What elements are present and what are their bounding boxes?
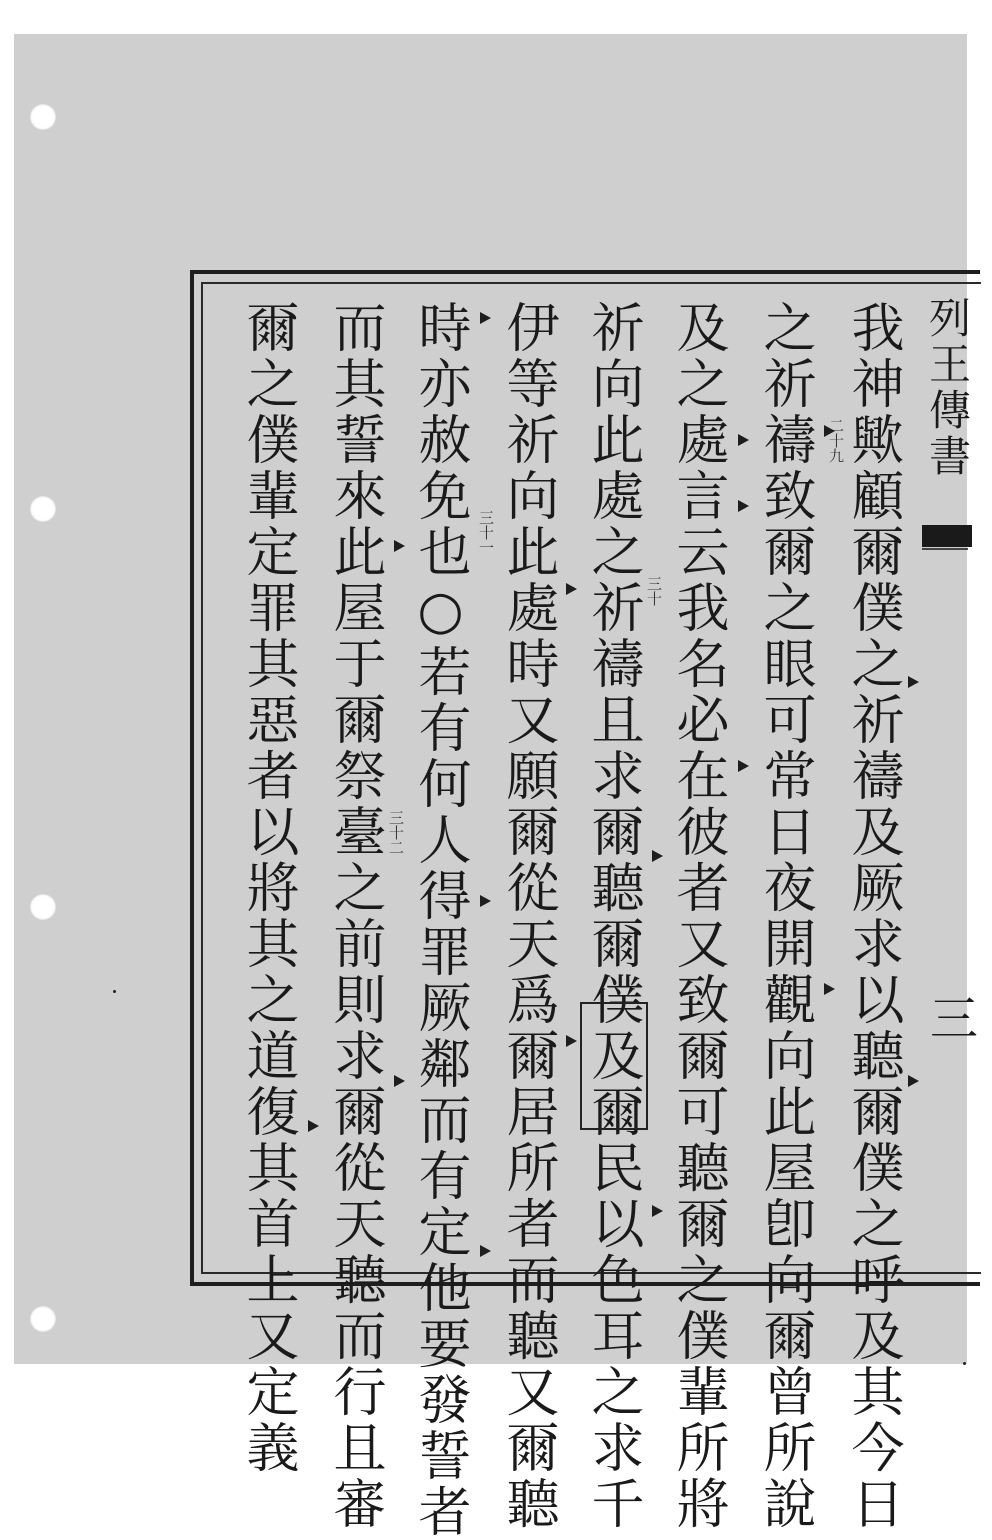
punch-hole	[30, 1306, 56, 1332]
speck	[113, 990, 116, 993]
punctuation-mark	[308, 1120, 319, 1132]
text-column-6: 時亦赦免也○若有何人得罪厥鄰而有定他要發誓者	[410, 300, 471, 1540]
punctuation-mark	[394, 1075, 405, 1087]
verse-note-32: 三十二	[387, 810, 405, 855]
punctuation-mark	[824, 983, 835, 995]
punctuation-mark	[652, 850, 663, 862]
text-column-3: 及之處言云我名必在彼者又致爾可聽爾之僕輩所將	[668, 300, 729, 1532]
verse-note-31: 三十一	[477, 510, 495, 555]
punctuation-mark	[480, 895, 491, 907]
punctuation-mark	[566, 1035, 577, 1047]
text-column-8: 爾之僕輩定罪其惡者以將其之道復其首上又定義	[238, 300, 299, 1476]
punctuation-mark	[738, 500, 749, 512]
name-box	[580, 1002, 648, 1130]
fishtail-mark	[922, 525, 972, 547]
margin-title: 列王傳書	[923, 296, 972, 480]
text-column-5: 伊等祈向此處時又願爾從天爲爾居所者而聽又爾聽	[498, 300, 559, 1532]
punctuation-mark	[566, 583, 577, 595]
verse-note-30: 三十	[645, 576, 663, 606]
punctuation-mark	[394, 540, 405, 552]
punctuation-mark	[738, 760, 749, 772]
margin-page-number: 三	[930, 991, 979, 1047]
punctuation-mark	[480, 312, 491, 324]
punctuation-mark	[908, 1075, 919, 1087]
punch-hole	[30, 894, 56, 920]
text-column-4: 祈向此處之祈禱且求爾聽爾僕及爾民以色耳之求千	[583, 300, 644, 1532]
verse-note-29: 二十九	[827, 418, 845, 463]
punctuation-mark	[652, 1205, 663, 1217]
punctuation-mark	[738, 434, 749, 446]
text-column-1: 我神歟顧爾僕之祈禱及厥求以聽爾僕之呼及其今日	[843, 300, 904, 1532]
punctuation-mark	[908, 676, 919, 688]
text-column-2: 之祈禱致爾之眼可常日夜開觀向此屋卽向爾曾所說	[755, 300, 816, 1532]
fishtail-line	[922, 548, 968, 550]
text-column-7: 而其誓來此屋于爾祭臺之前則求爾從天聽而行且審	[325, 300, 386, 1532]
punctuation-mark	[824, 425, 835, 437]
punctuation-mark	[480, 1245, 491, 1257]
punch-hole	[30, 496, 56, 522]
speck	[963, 1362, 966, 1365]
punch-hole	[30, 104, 56, 130]
